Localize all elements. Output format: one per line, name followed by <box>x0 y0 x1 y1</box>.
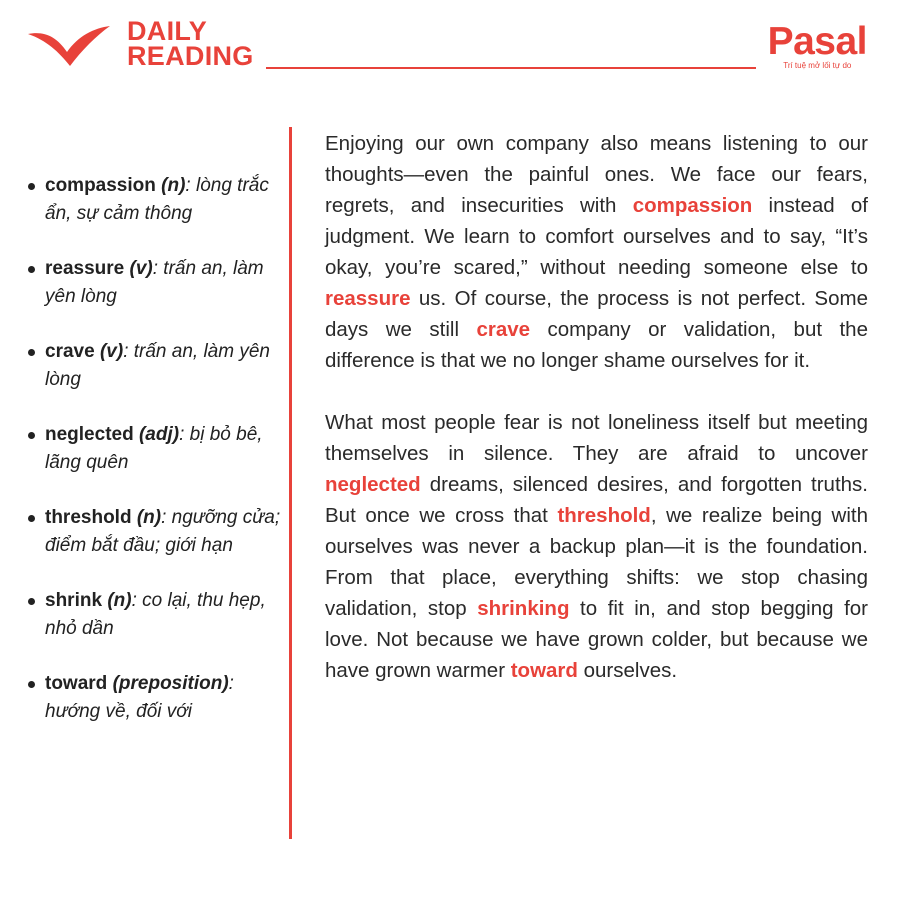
vocab-word: neglected <box>45 424 134 445</box>
vocab-word: toward <box>45 673 108 694</box>
text-run: us. Of course, the process is not perfect. Some days we still <box>325 287 868 341</box>
vocab-item <box>28 670 286 726</box>
vocab-word: compassion <box>45 175 156 196</box>
vocab-pos: (adj) <box>138 424 180 445</box>
text-run: instead of judgment. We learn to comfort ourselves and to say, “It’s okay, you’re scared,” without needing someone else to <box>325 194 869 279</box>
vocab-item <box>28 338 286 394</box>
vocab-word: shrink <box>45 590 103 611</box>
red-bird-icon <box>26 22 112 68</box>
brand-tagline: Trí tuệ mở lối tự do <box>783 61 852 70</box>
vocab-pos: (n) <box>136 507 162 528</box>
vocab-item <box>28 504 286 560</box>
vocab-item <box>28 172 286 228</box>
text-run: ourselves. <box>577 659 678 682</box>
vocabulary-list <box>28 172 286 753</box>
text-run: What most people fear is not loneliness itself but meeting themselves in silence. They are afraid to uncover <box>325 411 868 465</box>
vocab-pos: (n) <box>107 590 132 611</box>
text-run: , we realize being with ourselves was never a backup plan—it is the foundation. From that place, everything shifts: we stop chasing validation, stop <box>325 504 869 620</box>
bullet-icon <box>28 183 35 190</box>
bullet-icon <box>28 349 35 356</box>
brand-name: Pasal <box>767 20 867 63</box>
reading-passage <box>325 128 868 717</box>
vocab-meaning: : co lại, thu hẹp, nhỏ dần <box>45 590 266 639</box>
highlighted-word: reassure <box>325 287 411 310</box>
text-run: dreams, silenced desires, and forgotten truths. But once we cross that <box>325 473 868 527</box>
bullet-icon <box>28 598 35 605</box>
vocab-item <box>28 421 286 477</box>
paragraph-1 <box>325 128 868 376</box>
brand-logo <box>768 22 867 71</box>
column-divider <box>289 127 292 839</box>
highlighted-word: neglected <box>325 473 421 496</box>
bullet-icon <box>28 266 35 273</box>
vocab-meaning: : ngưỡng cửa; điểm bắt đầu; giới hạn <box>45 507 281 556</box>
bullet-icon <box>28 432 35 439</box>
title-line-2: READING <box>127 41 254 71</box>
vocab-pos: (v) <box>99 341 124 362</box>
page-title <box>127 16 254 71</box>
paragraph-2 <box>325 407 868 686</box>
vocab-item <box>28 587 286 643</box>
vocab-meaning: : hướng về, đối với <box>45 673 234 722</box>
text-run: company or validation, but the difference is that we no longer shame ourselves for it. <box>325 318 868 372</box>
header-rule <box>266 67 756 69</box>
highlighted-word: compassion <box>632 194 753 217</box>
bullet-icon <box>28 515 35 522</box>
vocab-word: threshold <box>45 507 132 528</box>
vocab-word: reassure <box>45 258 125 279</box>
highlighted-word: shrinking <box>477 597 570 620</box>
vocab-item <box>28 255 286 311</box>
vocab-pos: (v) <box>129 258 153 279</box>
vocab-pos: (n) <box>161 175 186 196</box>
vocab-meaning: : trấn an, làm yên lòng <box>45 341 270 390</box>
vocab-meaning: : trấn an, làm yên lòng <box>45 258 264 307</box>
highlighted-word: toward <box>510 659 578 682</box>
text-run: Enjoying our own company also means listening to our thoughts—even the painful ones. We face our fears, regrets, and insecurities with <box>325 132 868 217</box>
bullet-icon <box>28 681 35 688</box>
title-line-1: DAILY <box>127 16 208 46</box>
vocab-word: crave <box>45 341 95 362</box>
text-run: to fit in, and stop begging for love. Not because we have grown colder, but because we have grown warmer <box>325 597 868 682</box>
vocab-meaning: : bị bỏ bê, lãng quên <box>45 424 263 473</box>
highlighted-word: crave <box>476 318 531 341</box>
vocab-pos: (preposition) <box>112 673 229 694</box>
vocab-meaning: : lòng trắc ẩn, sự cảm thông <box>45 175 269 224</box>
highlighted-word: threshold <box>557 504 651 527</box>
